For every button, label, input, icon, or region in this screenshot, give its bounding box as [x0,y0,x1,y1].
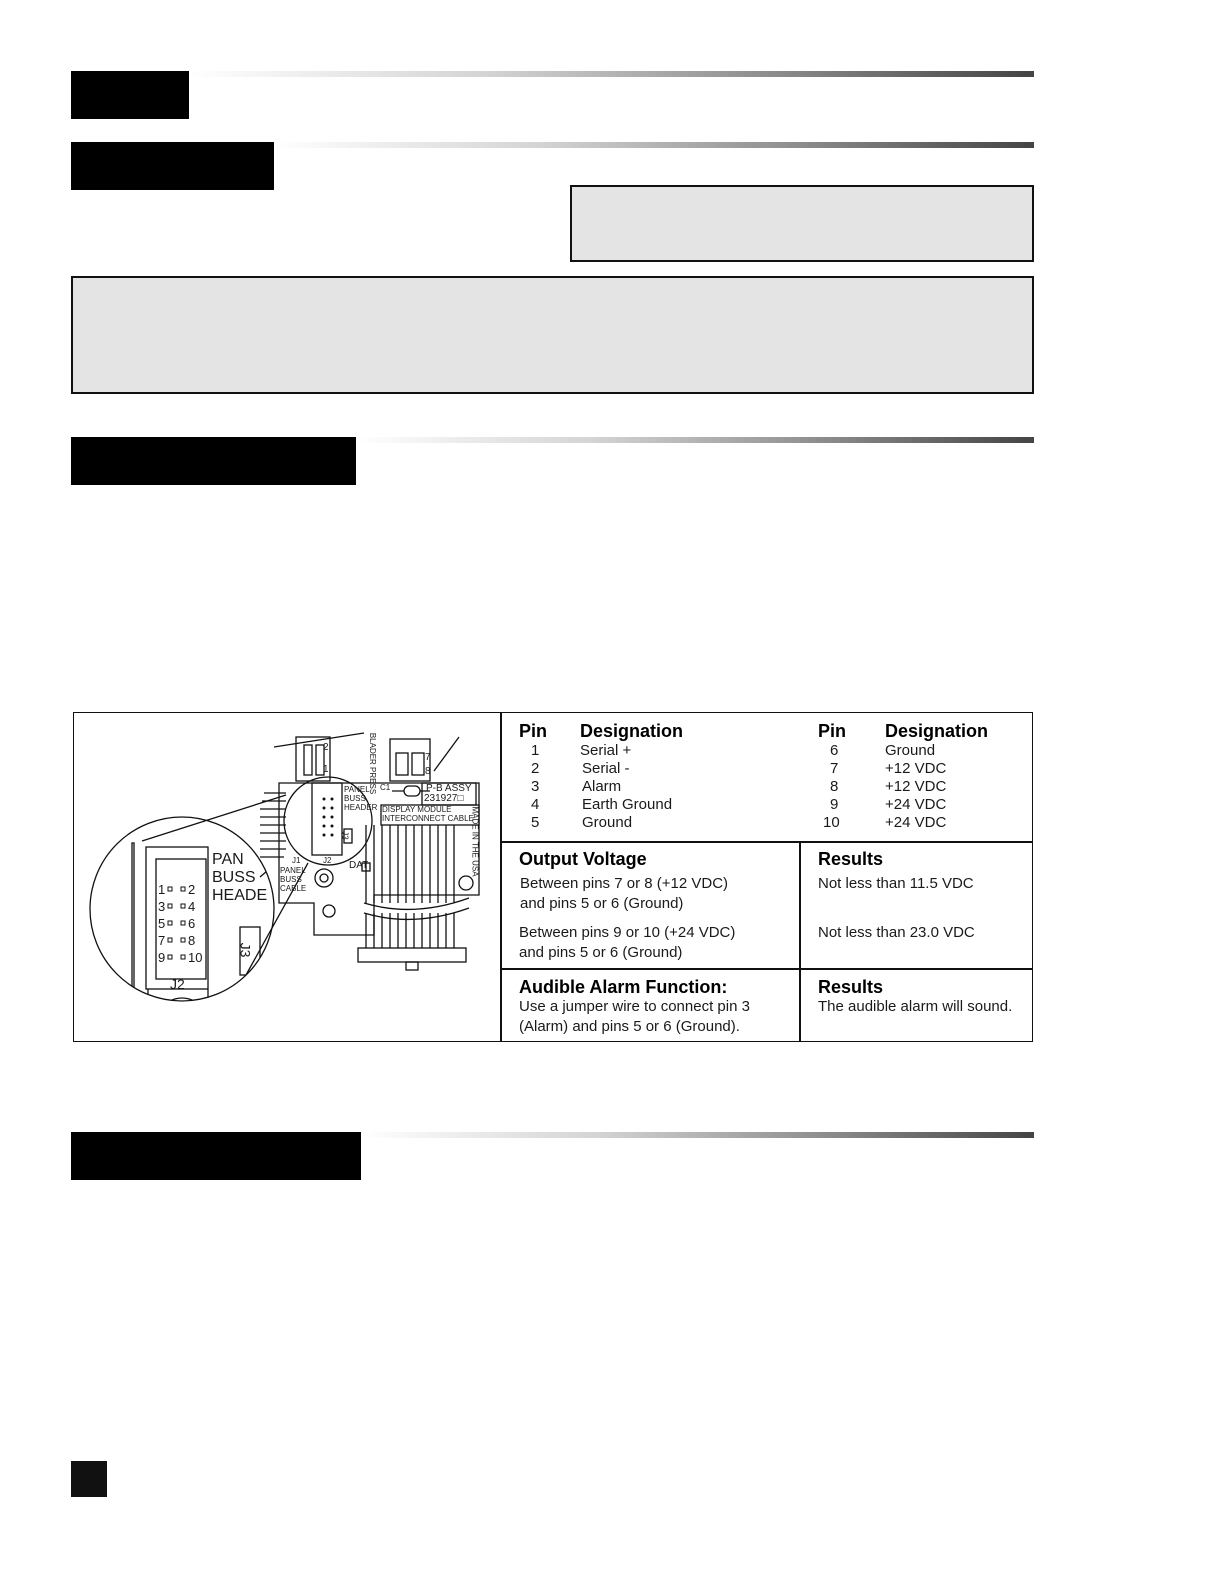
alarm-instruction-line1: Use a jumper wire to connect pin 3 [519,998,750,1015]
pin-designation: Alarm [582,778,622,795]
board-label-buss-cable: BUSS [280,875,302,884]
board-label-buss: BUSS [344,794,366,803]
pin-number: 9 [830,796,839,813]
zoom-label-j2: J2 [170,976,185,992]
board-label-interconnect: INTERCONNECT CABLE [382,814,474,823]
zoom-pin-9: 9 [158,950,166,965]
pin-spec-table [73,712,1033,1042]
board-label-panel-cable: PANEL [280,866,306,875]
pin-designation: +24 VDC [885,796,947,813]
connector-diagram [74,713,502,1041]
section-header-block-3 [71,437,356,485]
zoom-pin-1: 1 [158,882,166,897]
alarm-results-heading: Results [818,977,884,997]
board-label-bladder-press: BLADER PRESS [368,732,378,795]
alarm-function-heading: Audible Alarm Function: [519,977,728,997]
section-header-block-2 [71,142,274,190]
board-label-pb-assy-num: 231927□ [424,793,464,804]
zoom-view [90,817,274,1001]
board-label-made-in-usa: MADE IN THE USA [470,806,480,877]
zoom-pin-4: 4 [188,899,196,914]
voltage-test-24-line2: and pins 5 or 6 (Ground) [519,944,683,961]
note-box-large [71,276,1034,394]
board-label-header: HEADER [344,803,378,812]
pin-number: 5 [531,814,540,831]
zoom-pin-5: 5 [158,916,166,931]
board-label-7: 7 [425,752,431,763]
pin-number: 2 [531,760,540,777]
voltage-result-24: Not less than 23.0 VDC [818,924,975,941]
board-label-panel: PANEL [344,785,370,794]
section-header-block-1 [71,71,189,119]
pin-designation: +24 VDC [885,814,947,831]
pin-designation: Serial - [582,760,630,777]
zoom-pin-10: 10 [188,950,203,965]
pin-number: 10 [823,814,840,831]
pin-number: 7 [830,760,839,777]
voltage-test-24-line1: Between pins 9 or 10 (+24 VDC) [519,924,736,941]
divider-results [799,841,801,1041]
zoom-pin-7: 7 [158,933,166,948]
pin-number: 1 [531,742,540,759]
zoom-label-buss: BUSS [212,869,256,886]
zoom-pin-6: 6 [188,916,196,931]
pin-number: 4 [531,796,540,813]
board-label-cable: CABLE [280,884,307,893]
alarm-instruction-line2: (Alarm) and pins 5 or 6 (Ground). [519,1018,740,1035]
zoom-pin-3: 3 [158,899,166,914]
pin-header-right: Pin [818,721,847,741]
zoom-label-pan: PAN [212,851,244,868]
board-label-1: 1 [323,764,329,775]
divider-pins [501,841,1032,843]
section-header-block-4 [71,1132,361,1180]
designation-header-left: Designation [580,721,684,741]
section-header-rule-4 [361,1132,1034,1138]
section-header-rule-3 [356,437,1034,443]
pin-header-left: Pin [519,721,548,741]
pin-number: 3 [531,778,540,795]
voltage-result-12: Not less than 11.5 VDC [818,875,974,892]
pin-designation: Serial + [580,742,632,759]
zoom-drawing [90,817,274,1001]
board-label-8: 8 [425,766,431,777]
zoom-pin-2: 2 [188,882,196,897]
zoom-pin-8: 8 [188,933,196,948]
zoom-label-header: HEADE [212,887,268,904]
board-label-j2: J2 [323,856,332,865]
pin-designation: Earth Ground [582,796,673,813]
board-label-dat: DAT [349,860,369,871]
page-number-tab [71,1461,107,1497]
voltage-test-12-line1: Between pins 7 or 8 (+12 VDC) [520,875,729,892]
pin-number: 8 [830,778,839,795]
voltage-test-12-line2: and pins 5 or 6 (Ground) [520,895,684,912]
output-voltage-heading: Output Voltage [519,849,647,869]
pin-number: 6 [830,742,839,759]
designation-header-right: Designation [885,721,989,741]
alarm-result: The audible alarm will sound. [818,998,1013,1015]
pin-designation: Ground [885,742,936,759]
section-header-rule-1 [189,71,1034,77]
board-label-j1: J1 [292,856,301,865]
pin-designation: Ground [582,814,633,831]
section-header-rule-2 [274,142,1034,148]
board-label-pb-assy: P-B ASSY [426,783,472,794]
board-label-j3: J3 [340,831,350,840]
pin-designation: +12 VDC [885,778,947,795]
pin-designation: +12 VDC [885,760,947,777]
note-box-small [570,185,1034,262]
divider-voltage [501,968,1032,970]
board-label-2: 2 [323,742,329,753]
board-label-c1: C1 [380,783,391,792]
output-voltage-results-heading: Results [818,849,884,869]
board-label-display-module: DISPLAY MODULE [382,805,452,814]
zoom-label-j3: J3 [237,942,254,958]
